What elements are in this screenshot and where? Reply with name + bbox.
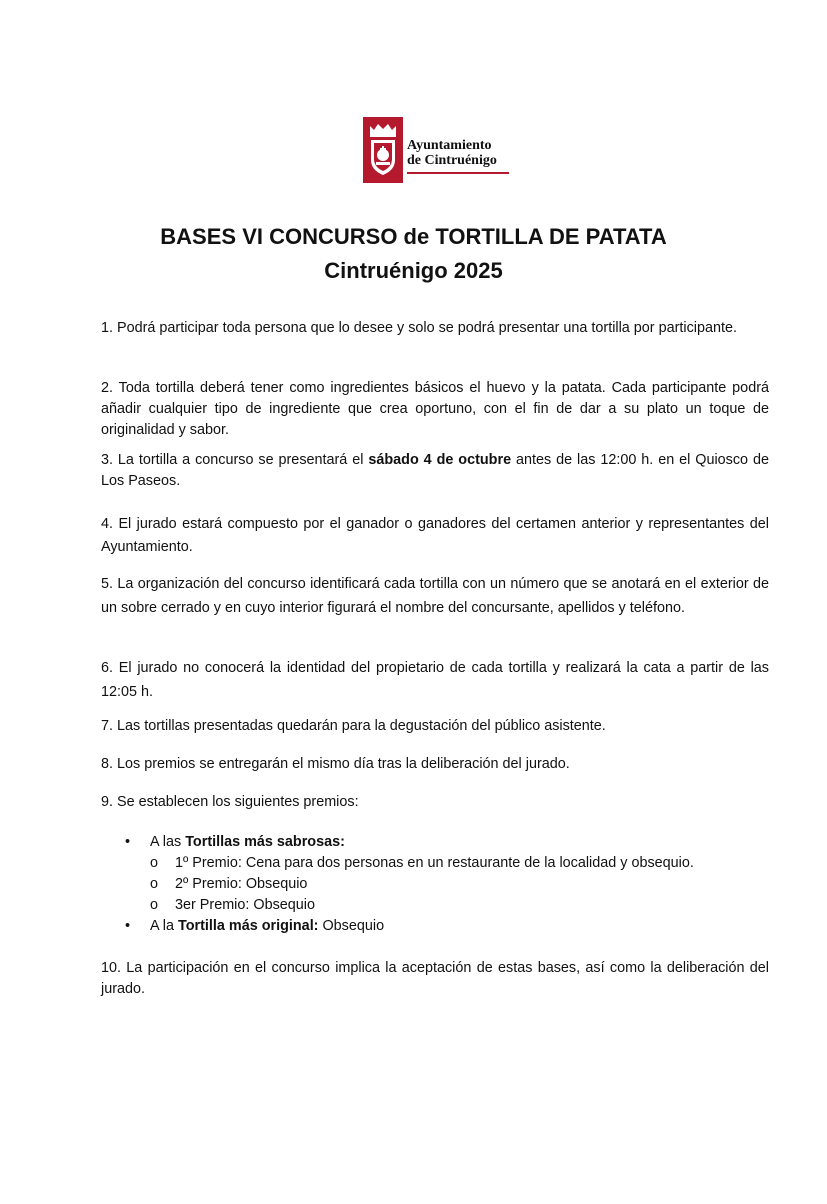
page-subtitle: Cintruénigo 2025: [324, 258, 503, 283]
municipality-logo: [363, 117, 511, 185]
rule-3-date: sábado 4 de octubre: [368, 452, 512, 468]
prize-category-1-title: Tortillas más sabrosas:: [185, 834, 345, 850]
logo-line-2: de Cintruénigo: [407, 153, 497, 168]
sub-bullet-icon: o: [150, 855, 159, 871]
prize-category-2-title: Tortilla más original:: [178, 918, 319, 934]
prize-list: [101, 832, 769, 937]
logo-text: [407, 138, 497, 168]
prize-item: [101, 895, 769, 916]
rule-4: 4. El jurado estará compuesto por el ganador o ganadores del certamen anterior y representantes del Ayuntamiento.: [101, 516, 769, 555]
rule-3-text-a: 3. La tortilla a concurso se presentará el: [101, 452, 369, 468]
prize-category-2-label: [150, 916, 384, 937]
sub-bullet-icon: o: [150, 876, 159, 892]
rule-3: [101, 450, 769, 492]
prize-category-1-prefix: A las: [150, 834, 186, 850]
prize-item: [101, 874, 769, 895]
prize-item-2: 2º Premio: Obsequio: [175, 876, 308, 892]
rule-7: 7. Las tortillas presentadas quedarán para la degustación del público asistente.: [101, 718, 606, 734]
bullet-icon: •: [125, 918, 131, 934]
rule-9: 9. Se establecen los siguientes premios:: [101, 794, 359, 810]
rule-5: 5. La organización del concurso identificará cada tortilla con un número que se anotará en el exterior de un sobre cerrado y en cuyo interior figurará el nombre del concursante, apellidos y teléfono.: [101, 576, 769, 616]
prize-category-1-label: [150, 832, 345, 853]
logo-underline: [407, 172, 509, 174]
logo-line-1: Ayuntamiento: [407, 138, 492, 153]
rule-3-text-b: antes de las 12:00 h. en el Quiosco de Los Paseos.: [101, 452, 769, 489]
rule-8: 8. Los premios se entregarán el mismo día tras la deliberación del jurado.: [101, 756, 570, 772]
prize-category-2-prize: Obsequio: [318, 918, 385, 934]
prize-category-2-prefix: A la: [150, 918, 179, 934]
prize-item-1: 1º Premio: Cena para dos personas en un restaurante de la localidad y obsequio.: [175, 855, 694, 871]
rule-1: 1. Podrá participar toda persona que lo desee y solo se podrá presentar una tortilla por participante.: [101, 320, 737, 336]
prize-item: [101, 853, 769, 874]
rule-10: 10. La participación en el concurso implica la aceptación de estas bases, así como la deliberación del jurado.: [101, 960, 769, 997]
prize-category-2: [101, 916, 769, 937]
prize-category-1: [101, 832, 769, 853]
prize-item-3: 3er Premio: Obsequio: [175, 897, 315, 913]
page-title: BASES VI CONCURSO de TORTILLA DE PATATA: [160, 224, 667, 249]
bullet-icon: •: [125, 834, 131, 850]
rule-6: 6. El jurado no conocerá la identidad del propietario de cada tortilla y realizará la cata a partir de las 12:05 h.: [101, 660, 769, 700]
coat-of-arms-icon: [363, 117, 403, 183]
rule-2: 2. Toda tortilla deberá tener como ingredientes básicos el huevo y la patata. Cada participante podrá añadir cualquier tipo de ingrediente que crea oportuno, con el fin de dar a su plato un toque de originalidad y sabor.: [101, 380, 769, 438]
sub-bullet-icon: o: [150, 897, 159, 913]
